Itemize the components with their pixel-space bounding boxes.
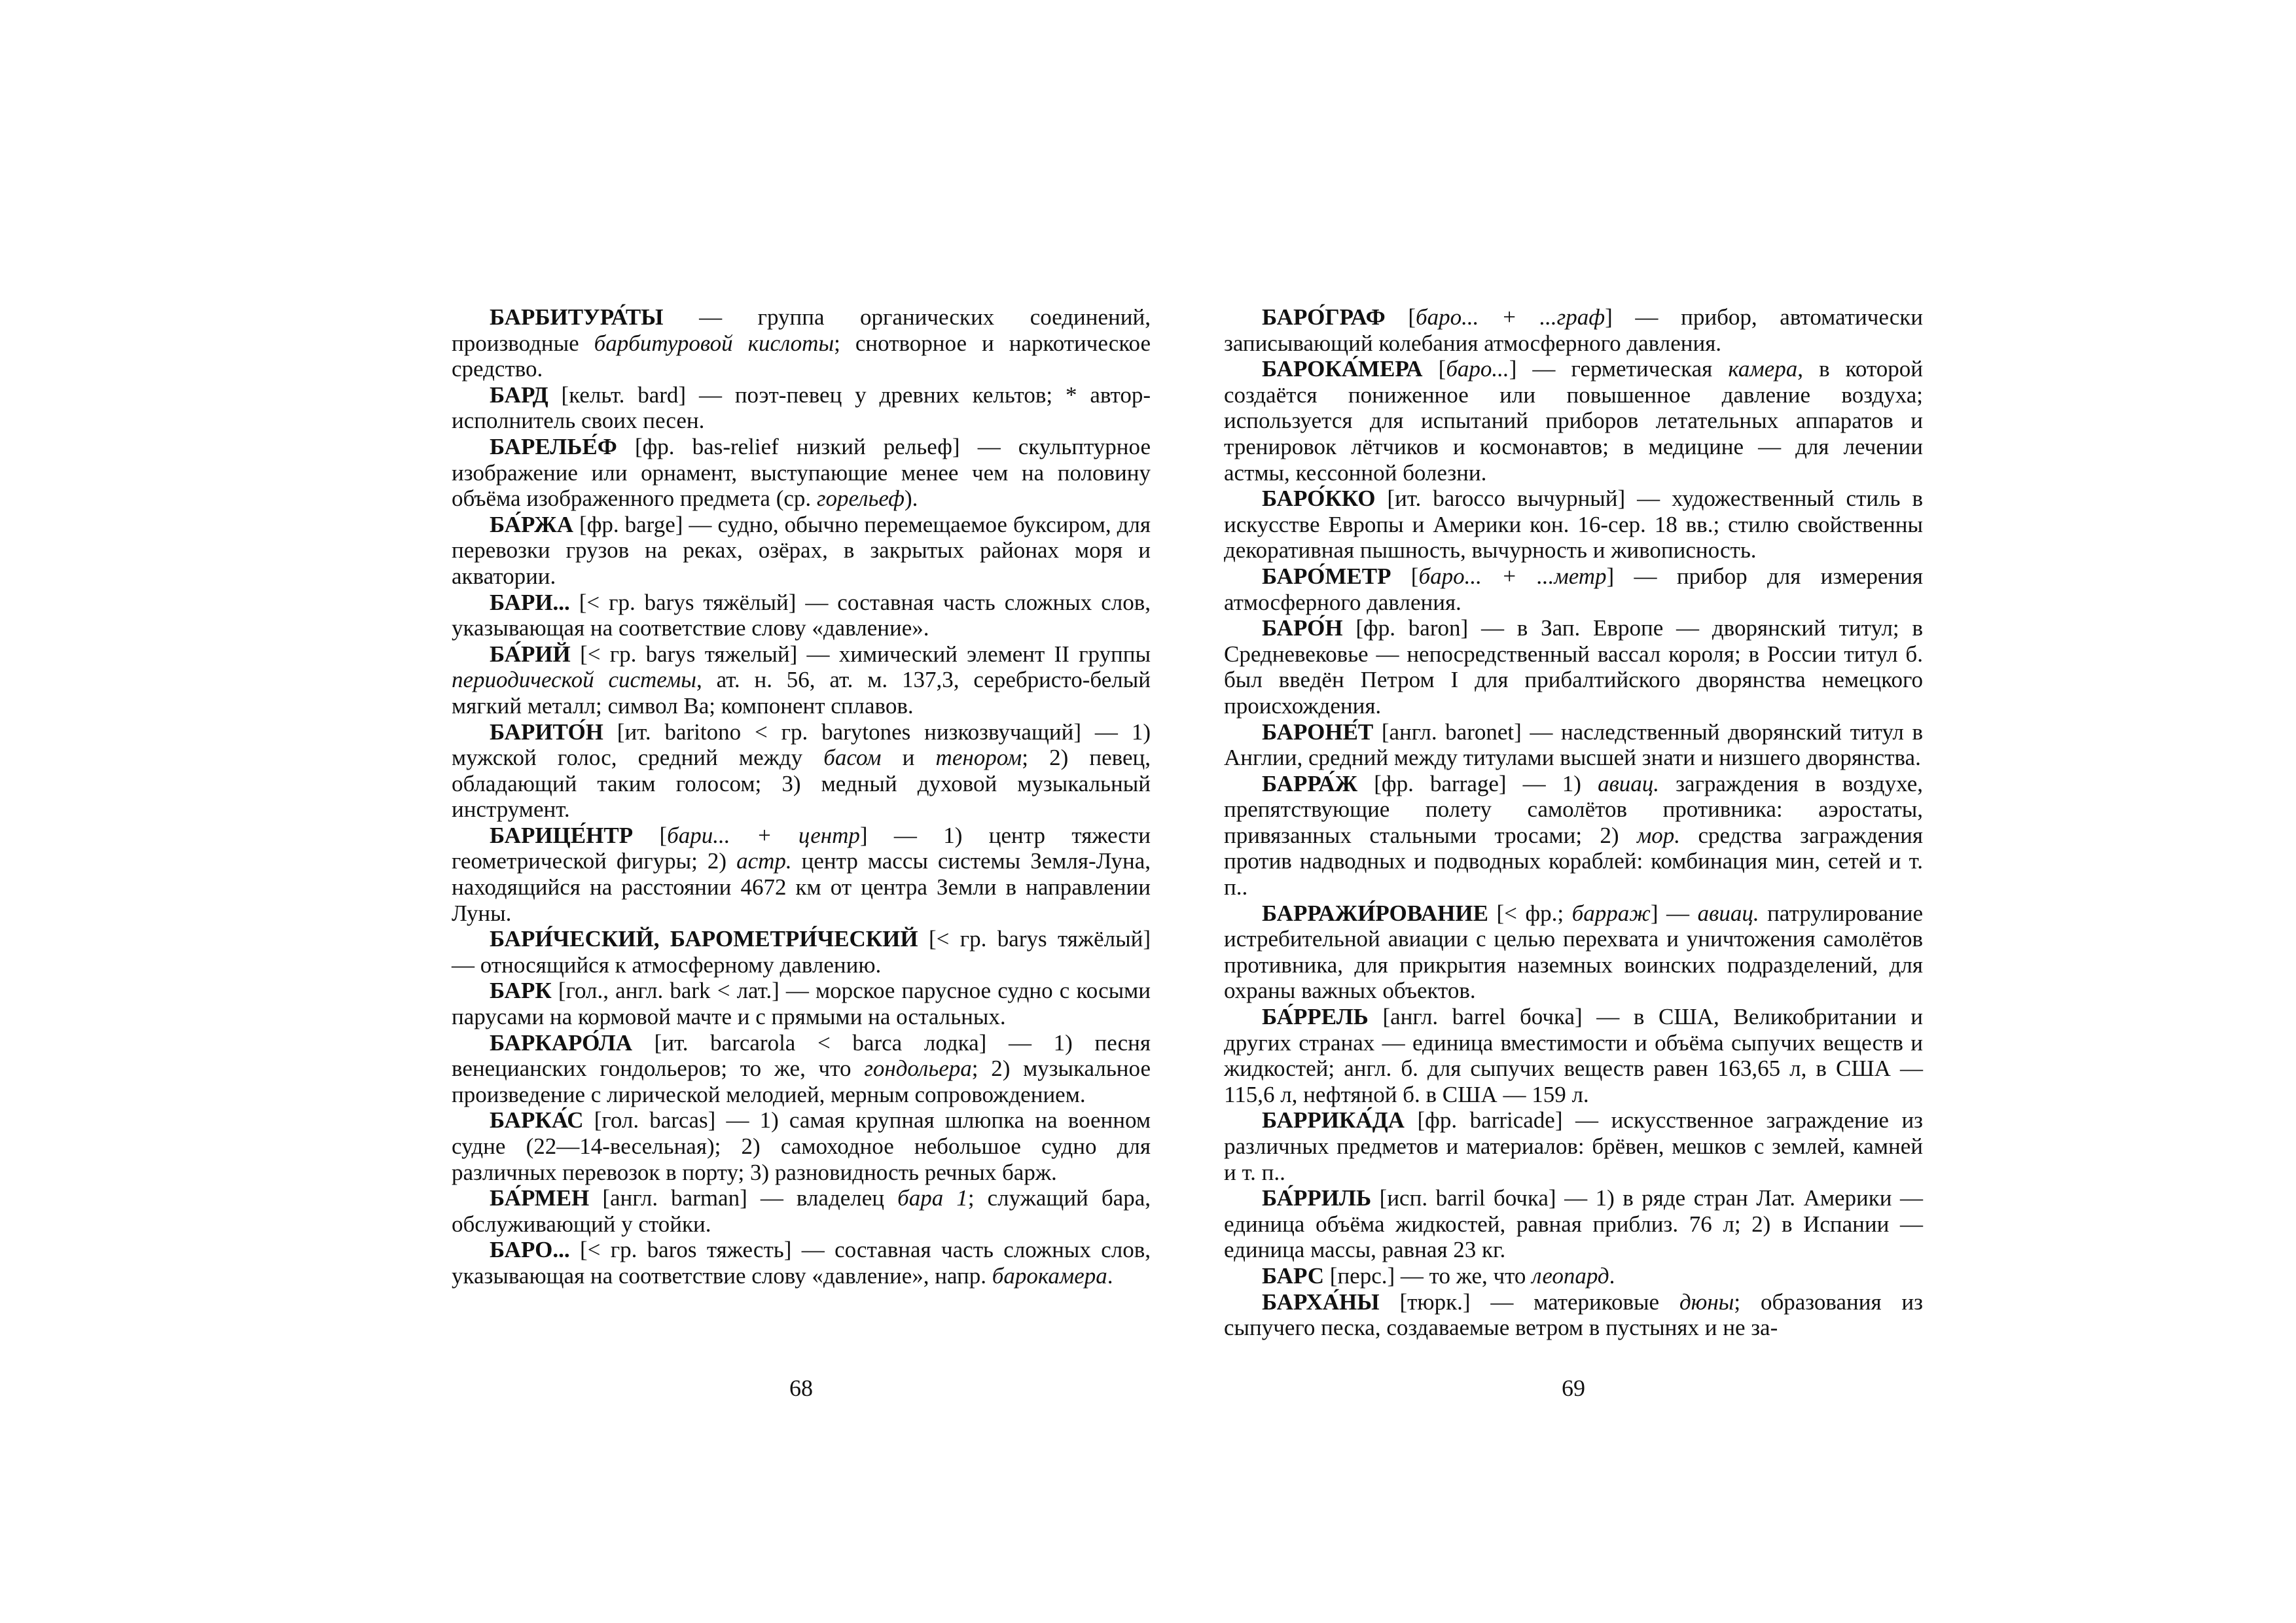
dictionary-entry: [1224, 486, 1923, 563]
dictionary-entry: [452, 641, 1151, 719]
entry-italic-term: авиац.: [1697, 900, 1759, 926]
entry-text: центр массы системы Земля-Луна, находящийся на расстоянии 4672 км от центра Земли в направлении Луны.: [452, 848, 1151, 926]
entry-text: ] — герметическая: [1509, 356, 1729, 382]
entry-italic-term: баро... + ...граф: [1416, 304, 1605, 330]
right-page-entries: [1224, 304, 1923, 1341]
entry-text: [гол., англ. bark < лат.] — морское парусное судно с косыми парусами на кормовой мачте и с прямыми на остальных.: [452, 978, 1151, 1030]
entry-text: ] —: [1650, 900, 1698, 926]
entry-italic-term: басом: [823, 745, 882, 771]
entry-italic-term: гондольера: [864, 1056, 972, 1082]
entry-italic-term: мор.: [1636, 822, 1681, 848]
entry-italic-term: горельеф: [816, 486, 905, 512]
entry-text: ; служащий бара, обслуживающий у стойки.: [452, 1185, 1151, 1237]
entry-headword: БАРОНЕ́Т: [1262, 719, 1374, 745]
entry-headword: БАРХА́НЫ: [1262, 1289, 1380, 1315]
entry-text: ).: [904, 486, 918, 512]
entry-headword: БАРКА́С: [490, 1107, 584, 1133]
dictionary-entry: [452, 512, 1151, 590]
entry-text: ; образования из сыпучего песка, создаваемые ветром в пустынях и не за-: [1224, 1289, 1923, 1341]
entry-text: и: [881, 745, 936, 771]
entry-text: [фр. barge] — судно, обычно перемещаемое буксиром, для перевозки грузов на реках, озёрах, в закрытых районах моря и акватории.: [452, 511, 1151, 589]
dictionary-entry: [1224, 1004, 1923, 1107]
entry-text: средства заграждения против надводных и подводных кораблей: комбинация мин, сетей и т. п..: [1224, 822, 1923, 901]
entry-text: ] — прибор для измерения атмосферного давления.: [1224, 563, 1924, 615]
entry-italic-term: баро... + ...метр: [1418, 563, 1607, 589]
entry-italic-term: дюны: [1679, 1289, 1734, 1315]
left-page-entries: [452, 304, 1151, 1289]
entry-headword: БА́РРЕЛЬ: [1262, 1004, 1369, 1030]
entry-headword: БА́РРИЛЬ: [1262, 1185, 1372, 1211]
entry-text: [ит. barocco вычурный] — художественный стиль в искусстве Европы и Америки кон. 16-сер. 18 вв.; стилю свойственны декоративная пышность, вычурность и живописность.: [1224, 486, 1923, 563]
dictionary-entry: [1224, 1185, 1923, 1263]
entry-headword: БАРО́Н: [1262, 615, 1343, 641]
entry-headword: БАРО́ККО: [1262, 486, 1376, 512]
entry-text: [< гр. barys тяжёлый] — составная часть сложных слов, указывающая на соответствие слову «давление».: [452, 589, 1151, 641]
entry-headword: БАРРА́Ж: [1262, 770, 1358, 796]
entry-italic-term: периодической системы: [452, 667, 697, 693]
right-page: [1224, 304, 1923, 1341]
dictionary-entry: [452, 926, 1151, 978]
entry-headword: БА́РЖА: [490, 511, 573, 537]
entry-text: ; 2) музыкальное произведение с лирической мелодией, мерным сопровождением.: [452, 1056, 1151, 1107]
dictionary-entry: [1224, 615, 1923, 719]
entry-headword: БА́РИЙ: [490, 641, 571, 667]
entry-text: [фр. baron] — в Зап. Европе — дворянский титул; в Средневековье — непосредственный вассал короля; в России титул б. был введён Петром I для прибалтийского дворянства немецкого происхождения.: [1224, 615, 1923, 719]
entry-text: [< гр. barys тяжёлый] — относящийся к атмосферному давлению.: [452, 926, 1151, 978]
entry-italic-term: барокамера: [992, 1262, 1107, 1289]
dictionary-entry: [452, 978, 1151, 1029]
entry-headword: БАРИ...: [490, 589, 570, 615]
entry-headword: БАРО...: [490, 1237, 570, 1263]
entry-headword: БАРЕЛЬЕ́Ф: [490, 433, 617, 459]
dictionary-entry: [452, 304, 1151, 382]
entry-headword: БАРК: [490, 978, 552, 1004]
dictionary-entry: [452, 1237, 1151, 1289]
entry-text: [: [633, 822, 668, 848]
entry-text: [англ. baronet] — наследственный дворянский титул в Англии, средний между титулами высшей знати и низшего дворянства.: [1224, 719, 1923, 771]
dictionary-entry: [1224, 1289, 1923, 1341]
entry-italic-term: бари... + центр: [667, 822, 860, 848]
entry-text: [англ. barrel бочка] — в США, Великобритании и других странах — единица вместимости и объёма сыпучих веществ и жидкостей; англ. б. для сыпучих веществ равен 163,65 л, в США — 115,6 л, нефтяной б. в США — 159 л.: [1224, 1004, 1923, 1107]
entry-text: [: [1422, 356, 1446, 382]
entry-headword: БАРРАЖИ́РОВАНИЕ: [1262, 900, 1488, 926]
dictionary-entry: [452, 1030, 1151, 1108]
entry-text: , ат. н. 56, ат. м. 137,3, серебристо-белый мягкий металл; символ Ba; компонент сплавов.: [452, 667, 1151, 719]
dictionary-entry: [1224, 1107, 1923, 1185]
entry-italic-term: барраж: [1571, 900, 1651, 926]
right-page-number: 69: [1562, 1375, 1585, 1401]
entry-italic-term: астр.: [736, 848, 792, 874]
entry-text: [фр. barricade] — искусственное заграждение из различных предметов и материалов: брёвен, мешков с землей, камней и т. п..: [1224, 1107, 1923, 1185]
entry-text: заграждения в воздухе, препятствующие полету самолётов противника: аэростаты, привязанных стальными тросами; 2): [1224, 770, 1924, 848]
entry-text: [кельт. bard] — поэт-певец у древних кельтов; * автор-исполнитель своих песен.: [452, 382, 1151, 434]
entry-text: [: [1385, 304, 1416, 330]
entry-text: [тюрк.] — материковые: [1379, 1289, 1679, 1315]
entry-headword: БАРС: [1262, 1262, 1325, 1289]
entry-text: .: [1107, 1262, 1113, 1289]
dictionary-entry: [452, 1107, 1151, 1185]
dictionary-entry: [452, 823, 1151, 926]
entry-text: [исп. barril бочка] — 1) в ряде стран Лат. Америки — единица объёма жидкостей, равная приблиз. 76 л; 2) в Испании — единица массы, равная 23 кг.: [1224, 1185, 1923, 1263]
entry-text: [< гр. barys тяжелый] — химический элемент II группы: [570, 641, 1151, 667]
entry-headword: БАРБИТУРА́ТЫ: [490, 304, 664, 330]
dictionary-entry: [452, 590, 1151, 641]
entry-text: .: [1609, 1262, 1615, 1289]
entry-text: [англ. barman] — владелец: [589, 1185, 898, 1211]
entry-italic-term: камера: [1728, 356, 1798, 382]
entry-text: ; снотворное и наркотическое средство.: [452, 330, 1151, 382]
entry-text: [: [1391, 563, 1419, 589]
entry-headword: БАРИ́ЧЕСКИЙ, БАРОМЕТРИ́ЧЕСКИЙ: [490, 926, 918, 952]
left-page-number: 68: [789, 1375, 813, 1401]
dictionary-entry: [1224, 1263, 1923, 1289]
entry-italic-term: леопард: [1532, 1262, 1609, 1289]
dictionary-entry: [1224, 356, 1923, 486]
dictionary-entry: [1224, 563, 1923, 615]
entry-text: ; 2) певец, обладающий таким голосом; 3) медный духовой музыкальный инструмент.: [452, 745, 1151, 823]
entry-text: [ит. baritono < гр. barytones низкозвучащий] — 1) мужской голос, средний между: [452, 719, 1151, 771]
dictionary-entry: [1224, 901, 1923, 1004]
entry-text: патрулирование истребительной авиации с целью перехвата и уничтожения самолётов противника, для прикрытия наземных воинских подразделений, для охраны важных объектов.: [1224, 900, 1924, 1004]
entry-italic-term: баро...: [1446, 356, 1509, 382]
entry-text: [фр. bas-relief низкий рельеф] — скульптурное изображение или орнамент, выступающие менее чем на половину объёма изображенного предмета (ср.: [452, 433, 1151, 512]
dictionary-entry: [452, 434, 1151, 512]
entry-headword: БАРО́ГРАФ: [1262, 304, 1386, 330]
entry-headword: БАРД: [490, 382, 548, 408]
entry-italic-term: авиац.: [1598, 770, 1660, 796]
dictionary-entry: [452, 1185, 1151, 1237]
entry-headword: БАРИТО́Н: [490, 719, 603, 745]
dictionary-entry: [452, 382, 1151, 434]
dictionary-entry: [1224, 719, 1923, 771]
entry-text: [< фр.;: [1488, 900, 1572, 926]
entry-text: ] — 1) центр тяжести геометрической фигуры; 2): [452, 822, 1151, 874]
entry-text: [перс.] — то же, что: [1324, 1262, 1532, 1289]
entry-headword: БА́РМЕН: [490, 1185, 590, 1211]
entry-headword: БАРКАРО́ЛА: [490, 1029, 632, 1056]
entry-italic-term: бара 1: [897, 1185, 968, 1211]
dictionary-entry: [1224, 771, 1923, 901]
entry-headword: БАРОКА́МЕРА: [1262, 356, 1423, 382]
dictionary-entry: [452, 719, 1151, 823]
entry-text: [< гр. baros тяжесть] — составная часть сложных слов, указывающая на соответствие слову «давление», напр.: [452, 1237, 1151, 1289]
entry-text: [гол. barcas] — 1) самая крупная шлюпка на военном судне (22—14-весельная); 2) самоходное небольшое судно для различных перевозок в порту; 3) разновидность речных барж.: [452, 1107, 1151, 1185]
entry-italic-term: барбитуровой кислоты: [594, 330, 834, 356]
entry-headword: БАРРИКА́ДА: [1262, 1107, 1405, 1133]
entry-headword: БАРО́МЕТР: [1262, 563, 1391, 589]
left-page: [452, 304, 1151, 1289]
entry-headword: БАРИЦЕ́НТР: [490, 822, 634, 848]
entry-text: [фр. barrage] — 1): [1357, 770, 1598, 796]
entry-italic-term: тенором: [935, 745, 1022, 771]
entry-text: [ит. barcarola < barca лодка] — 1) песня венецианских гондольеров; то же, что: [452, 1029, 1151, 1082]
dictionary-entry: [1224, 304, 1923, 356]
entry-text: , в которой создаётся пониженное или повышенное давление воздуха; используется для испытаний приборов летательных аппаратов и тренировок лётчиков и космонавтов; в медицине — для лечении астмы, кессонной болезни.: [1224, 356, 1924, 486]
entry-text: ] — прибор, автоматически записывающий колебания атмосферного давления.: [1224, 304, 1924, 356]
entry-text: — группа органических соединений, производные: [452, 304, 1151, 356]
